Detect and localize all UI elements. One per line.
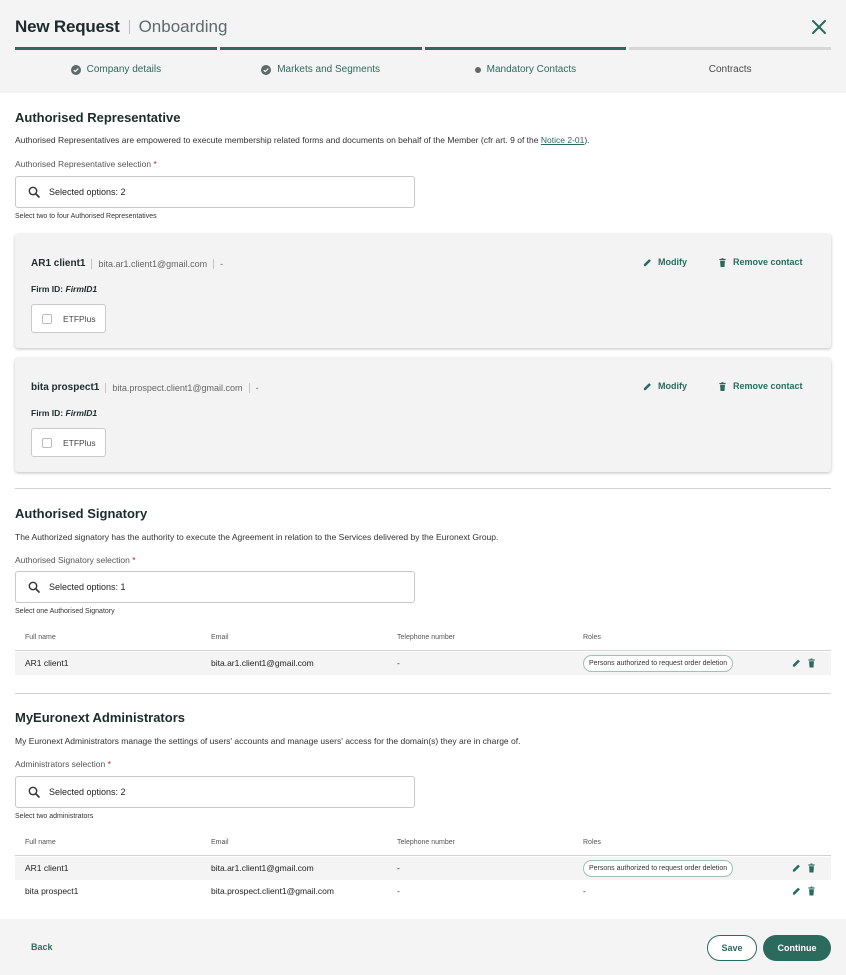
firm-id — [31, 408, 97, 418]
search-icon — [28, 581, 40, 593]
pencil-icon — [643, 258, 652, 267]
selection-value: Selected options: 2 — [49, 187, 126, 197]
column-header: Full name — [25, 839, 56, 846]
column-header: Telephone number — [397, 839, 455, 846]
table-row — [15, 880, 831, 903]
close-icon[interactable] — [808, 16, 830, 38]
step-company-details[interactable] — [15, 47, 217, 83]
contact-email: bita.ar1.client1@gmail.com — [98, 258, 208, 269]
column-header: Roles — [583, 634, 601, 641]
pencil-icon[interactable] — [792, 658, 801, 668]
trash-icon — [718, 382, 727, 391]
option-label: ETFPlus — [63, 437, 96, 448]
step-markets-segments[interactable] — [220, 47, 422, 83]
remove-label: Remove contact — [733, 381, 803, 391]
page-subtitle: Onboarding — [138, 17, 228, 36]
signatory-selection-input[interactable] — [15, 571, 415, 603]
label-text: Authorised Signatory selection — [15, 555, 130, 565]
continue-button[interactable]: Continue — [763, 935, 831, 961]
remove-label: Remove contact — [733, 257, 803, 267]
required-mark: * — [153, 159, 157, 169]
section-divider — [15, 488, 831, 489]
check-circle-icon — [261, 65, 271, 75]
cell-name: AR1 client1 — [25, 863, 69, 873]
administrators-selection-label — [15, 759, 111, 769]
step-label: Company details — [86, 64, 162, 75]
etfplus-option[interactable] — [31, 304, 106, 333]
search-icon — [28, 186, 40, 198]
administrators-selection-input[interactable] — [15, 776, 415, 808]
step-progress-bar — [15, 47, 217, 50]
remove-contact-button[interactable] — [718, 381, 803, 391]
modify-label: Modify — [658, 381, 687, 391]
option-label: ETFPlus — [63, 313, 96, 324]
selection-value: Selected options: 1 — [49, 582, 126, 592]
section-desc-signatory: The Authorized signatory has the authority to execute the Agreement in relation to the Services delivered by the Euronext Group. — [15, 532, 499, 542]
checkbox[interactable] — [42, 438, 52, 448]
firm-id-label: Firm ID: — [31, 284, 64, 294]
step-contracts[interactable] — [629, 47, 831, 83]
contact-name: AR1 client1 — [31, 258, 86, 269]
required-mark: * — [132, 555, 136, 565]
desc-text: Authorised Representatives are empowered to execute membership related forms and documents on behalf of the Member (cfr art. 9 of the — [15, 135, 541, 145]
contact-card — [15, 358, 831, 472]
step-label: Contracts — [708, 64, 752, 75]
page-footer — [0, 919, 846, 975]
cell-phone: - — [397, 863, 400, 873]
selection-value: Selected options: 2 — [49, 787, 126, 797]
title-divider — [129, 20, 130, 34]
contact-phone: - — [220, 258, 224, 269]
trash-icon — [718, 258, 727, 267]
signatory-table-header — [15, 631, 831, 651]
current-step-dot-icon — [475, 67, 481, 73]
firm-id — [31, 284, 97, 294]
cell-name: bita prospect1 — [25, 886, 79, 896]
modify-button[interactable] — [643, 257, 687, 267]
cell-phone: - — [397, 658, 400, 668]
required-mark: * — [107, 759, 111, 769]
administrators-table-header — [15, 836, 831, 856]
trash-icon[interactable] — [807, 863, 816, 873]
section-title-signatory: Authorised Signatory — [15, 506, 148, 521]
stepper — [15, 47, 831, 83]
divider — [213, 259, 214, 269]
administrators-helper-text: Select two administrators — [15, 813, 94, 820]
page-title: New Request — [15, 17, 120, 36]
section-divider — [15, 693, 831, 694]
section-title-administrators: MyEuronext Administrators — [15, 710, 185, 725]
pencil-icon — [643, 382, 652, 391]
remove-contact-button[interactable] — [718, 257, 803, 267]
representative-selection-input[interactable] — [15, 176, 415, 208]
search-icon — [28, 786, 40, 798]
firm-id-value: FirmID1 — [65, 284, 98, 294]
step-progress-bar — [629, 47, 831, 50]
main-content — [0, 93, 846, 919]
step-label: Mandatory Contacts — [486, 64, 577, 75]
cell-email: bita.ar1.client1@gmail.com — [211, 863, 314, 873]
cell-email: bita.prospect.client1@gmail.com — [211, 886, 334, 896]
modify-button[interactable] — [643, 381, 687, 391]
column-header: Roles — [583, 839, 601, 846]
divider — [105, 383, 106, 393]
back-button[interactable]: Back — [31, 942, 53, 952]
step-progress-bar — [220, 47, 422, 50]
representative-selection-label — [15, 159, 157, 169]
etfplus-option[interactable] — [31, 428, 106, 457]
step-progress-bar — [425, 47, 627, 50]
role-badge: Persons authorized to request order deletion — [583, 860, 733, 877]
step-label: Markets and Segments — [277, 64, 381, 75]
section-title-representative: Authorised Representative — [15, 110, 181, 125]
firm-id-label: Firm ID: — [31, 408, 64, 418]
cell-name: AR1 client1 — [25, 658, 69, 668]
contact-card-header — [31, 258, 223, 269]
contact-name: bita prospect1 — [31, 382, 100, 393]
contact-card-header — [31, 382, 259, 393]
desc-text-end: ). — [584, 135, 590, 145]
section-desc-representative — [15, 135, 590, 145]
column-header: Email — [211, 839, 229, 846]
cell-phone: - — [397, 886, 400, 896]
cell-email: bita.ar1.client1@gmail.com — [211, 658, 314, 668]
firm-id-value: FirmID1 — [65, 408, 98, 418]
section-desc-administrators: My Euronext Administrators manage the settings of users' accounts and manage users' access for the domain(s) they are in charge of. — [15, 736, 521, 746]
signatory-helper-text: Select one Authorised Signatory — [15, 608, 115, 615]
page-header — [0, 0, 846, 93]
role-badge: Persons authorized to request order deletion — [583, 655, 733, 672]
trash-icon[interactable] — [807, 658, 816, 668]
trash-icon[interactable] — [807, 886, 816, 896]
contact-phone: - — [255, 382, 259, 393]
contact-card — [15, 234, 831, 348]
label-text: Administrators selection — [15, 759, 106, 769]
divider — [91, 259, 92, 269]
table-row — [15, 652, 831, 675]
representative-helper-text: Select two to four Authorised Representatives — [15, 213, 157, 220]
column-header: Email — [211, 634, 229, 641]
pencil-icon[interactable] — [792, 886, 801, 896]
modify-label: Modify — [658, 257, 687, 267]
cell-role: - — [583, 886, 586, 896]
column-header: Full name — [25, 634, 56, 641]
divider — [249, 383, 250, 393]
contact-email: bita.prospect.client1@gmail.com — [112, 382, 243, 393]
label-text: Authorised Representative selection — [15, 159, 152, 169]
check-circle-icon — [71, 65, 81, 75]
table-row — [15, 857, 831, 880]
step-mandatory-contacts[interactable] — [425, 47, 627, 83]
signatory-selection-label — [15, 555, 136, 565]
checkbox[interactable] — [42, 314, 52, 324]
save-button[interactable]: Save — [707, 935, 757, 961]
notice-link[interactable]: Notice 2-01 — [540, 135, 585, 145]
title-row — [15, 17, 227, 37]
pencil-icon[interactable] — [792, 863, 801, 873]
column-header: Telephone number — [397, 634, 455, 641]
